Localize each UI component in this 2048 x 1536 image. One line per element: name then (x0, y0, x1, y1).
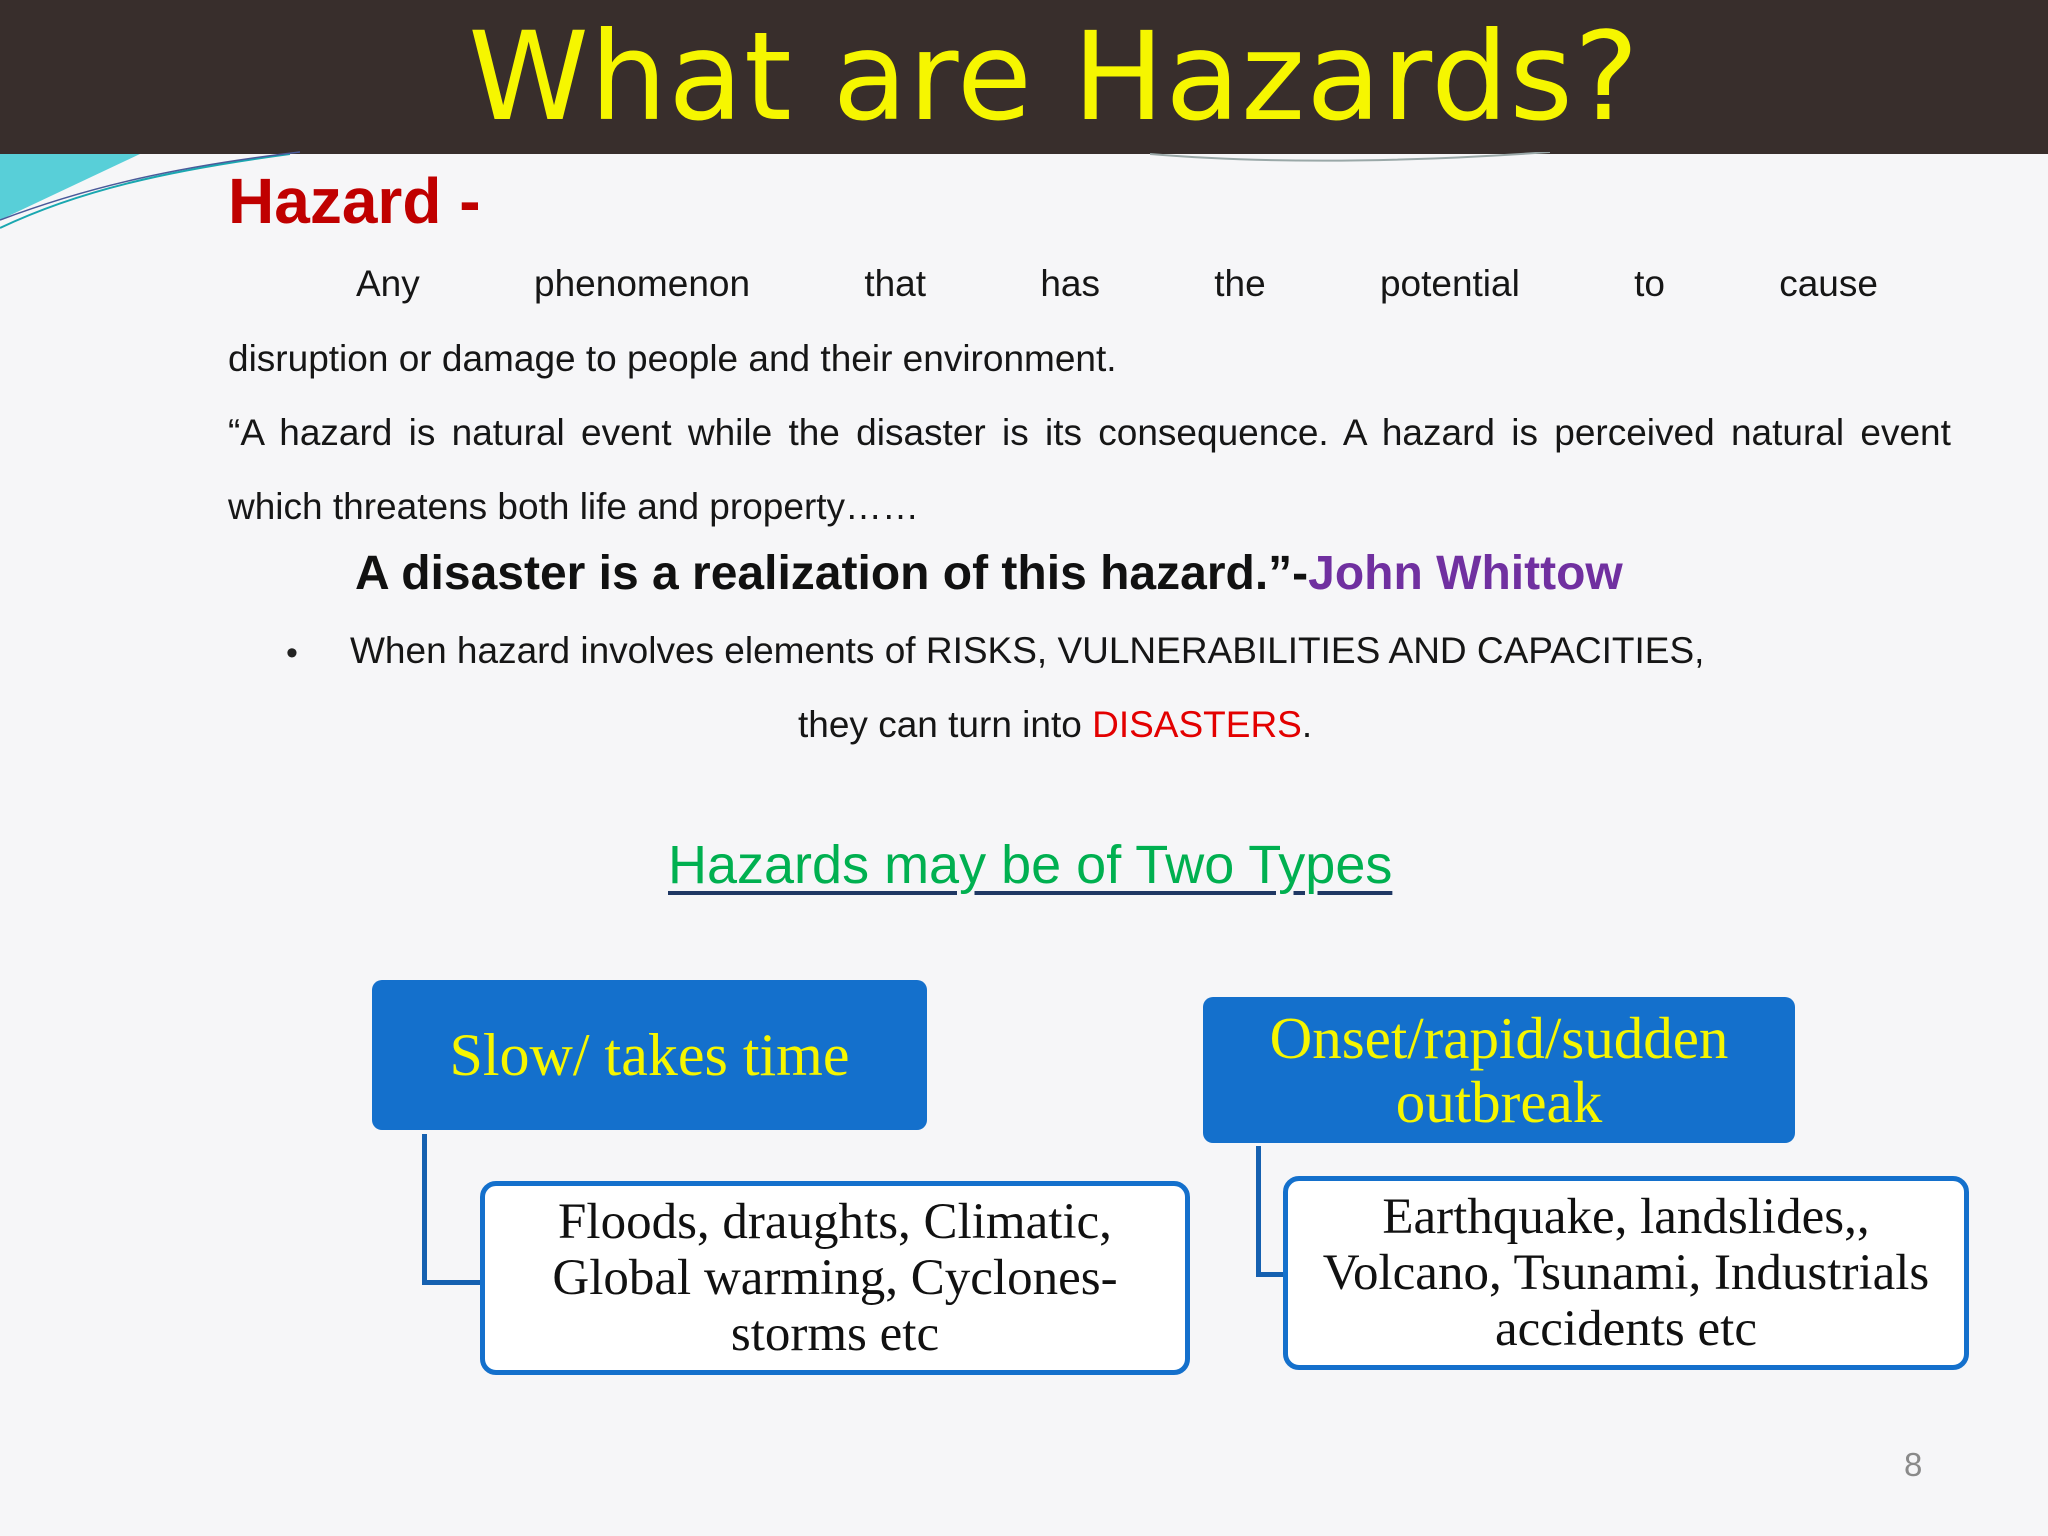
word: to (1634, 263, 1665, 304)
slow-type-box: Slow/ takes time (372, 980, 927, 1130)
definition-line-4: which threatens both life and property…… (228, 486, 920, 527)
word: has (1040, 263, 1100, 304)
quote (355, 546, 1623, 601)
example-line: accidents etc (1495, 1301, 1757, 1357)
definition-line-2: disruption or damage to people and their environment. (228, 338, 1117, 379)
word: cause (1779, 263, 1878, 304)
rapid-type-box (1203, 997, 1795, 1143)
bullet-cont-suffix: . (1301, 704, 1313, 745)
example-line: Volcano, Tsunami, Industrials (1322, 1245, 1930, 1301)
word: that (864, 263, 927, 304)
page-number: 8 (1904, 1446, 1923, 1483)
connector-slow (422, 1134, 487, 1285)
bullet-cont-prefix: they can turn into (798, 704, 1093, 745)
decorative-line (1150, 152, 1550, 166)
bullet-continuation (798, 704, 1312, 746)
example-line: storms etc (730, 1306, 940, 1362)
slow-examples-box (480, 1181, 1190, 1375)
quote-text: A disaster is a realization of this hazard.”- (355, 547, 1309, 600)
types-heading: Hazards may be of Two Types (668, 835, 1393, 895)
rapid-examples-box (1283, 1176, 1969, 1370)
bullet-marker: • (286, 634, 298, 672)
word: phenomenon (534, 263, 751, 304)
rapid-label-line: outbreak (1395, 1069, 1603, 1135)
word: the (1214, 263, 1266, 304)
disasters-highlight: DISASTERS (1092, 704, 1302, 745)
slide-title: What are Hazards? (468, 6, 1640, 148)
definition-heading: Hazard - (228, 165, 481, 237)
example-line: Global warming, Cyclones- (552, 1250, 1118, 1306)
definition-line-3: “A hazard is natural event while the disaster is its consequence. A hazard is perceived natural event (228, 412, 1951, 453)
example-line: Floods, draughts, Climatic, (558, 1194, 1112, 1250)
quote-author: John Whittow (1308, 547, 1623, 600)
definition-line-1 (228, 263, 1878, 305)
example-line: Earthquake, landslides,, (1382, 1189, 1870, 1245)
rapid-label-line: Onset/rapid/sudden (1269, 1005, 1729, 1071)
word: potential (1379, 263, 1520, 304)
word: Any (356, 263, 420, 304)
bullet-text: When hazard involves elements of RISKS, VULNERABILITIES AND CAPACITIES, (350, 630, 1705, 671)
